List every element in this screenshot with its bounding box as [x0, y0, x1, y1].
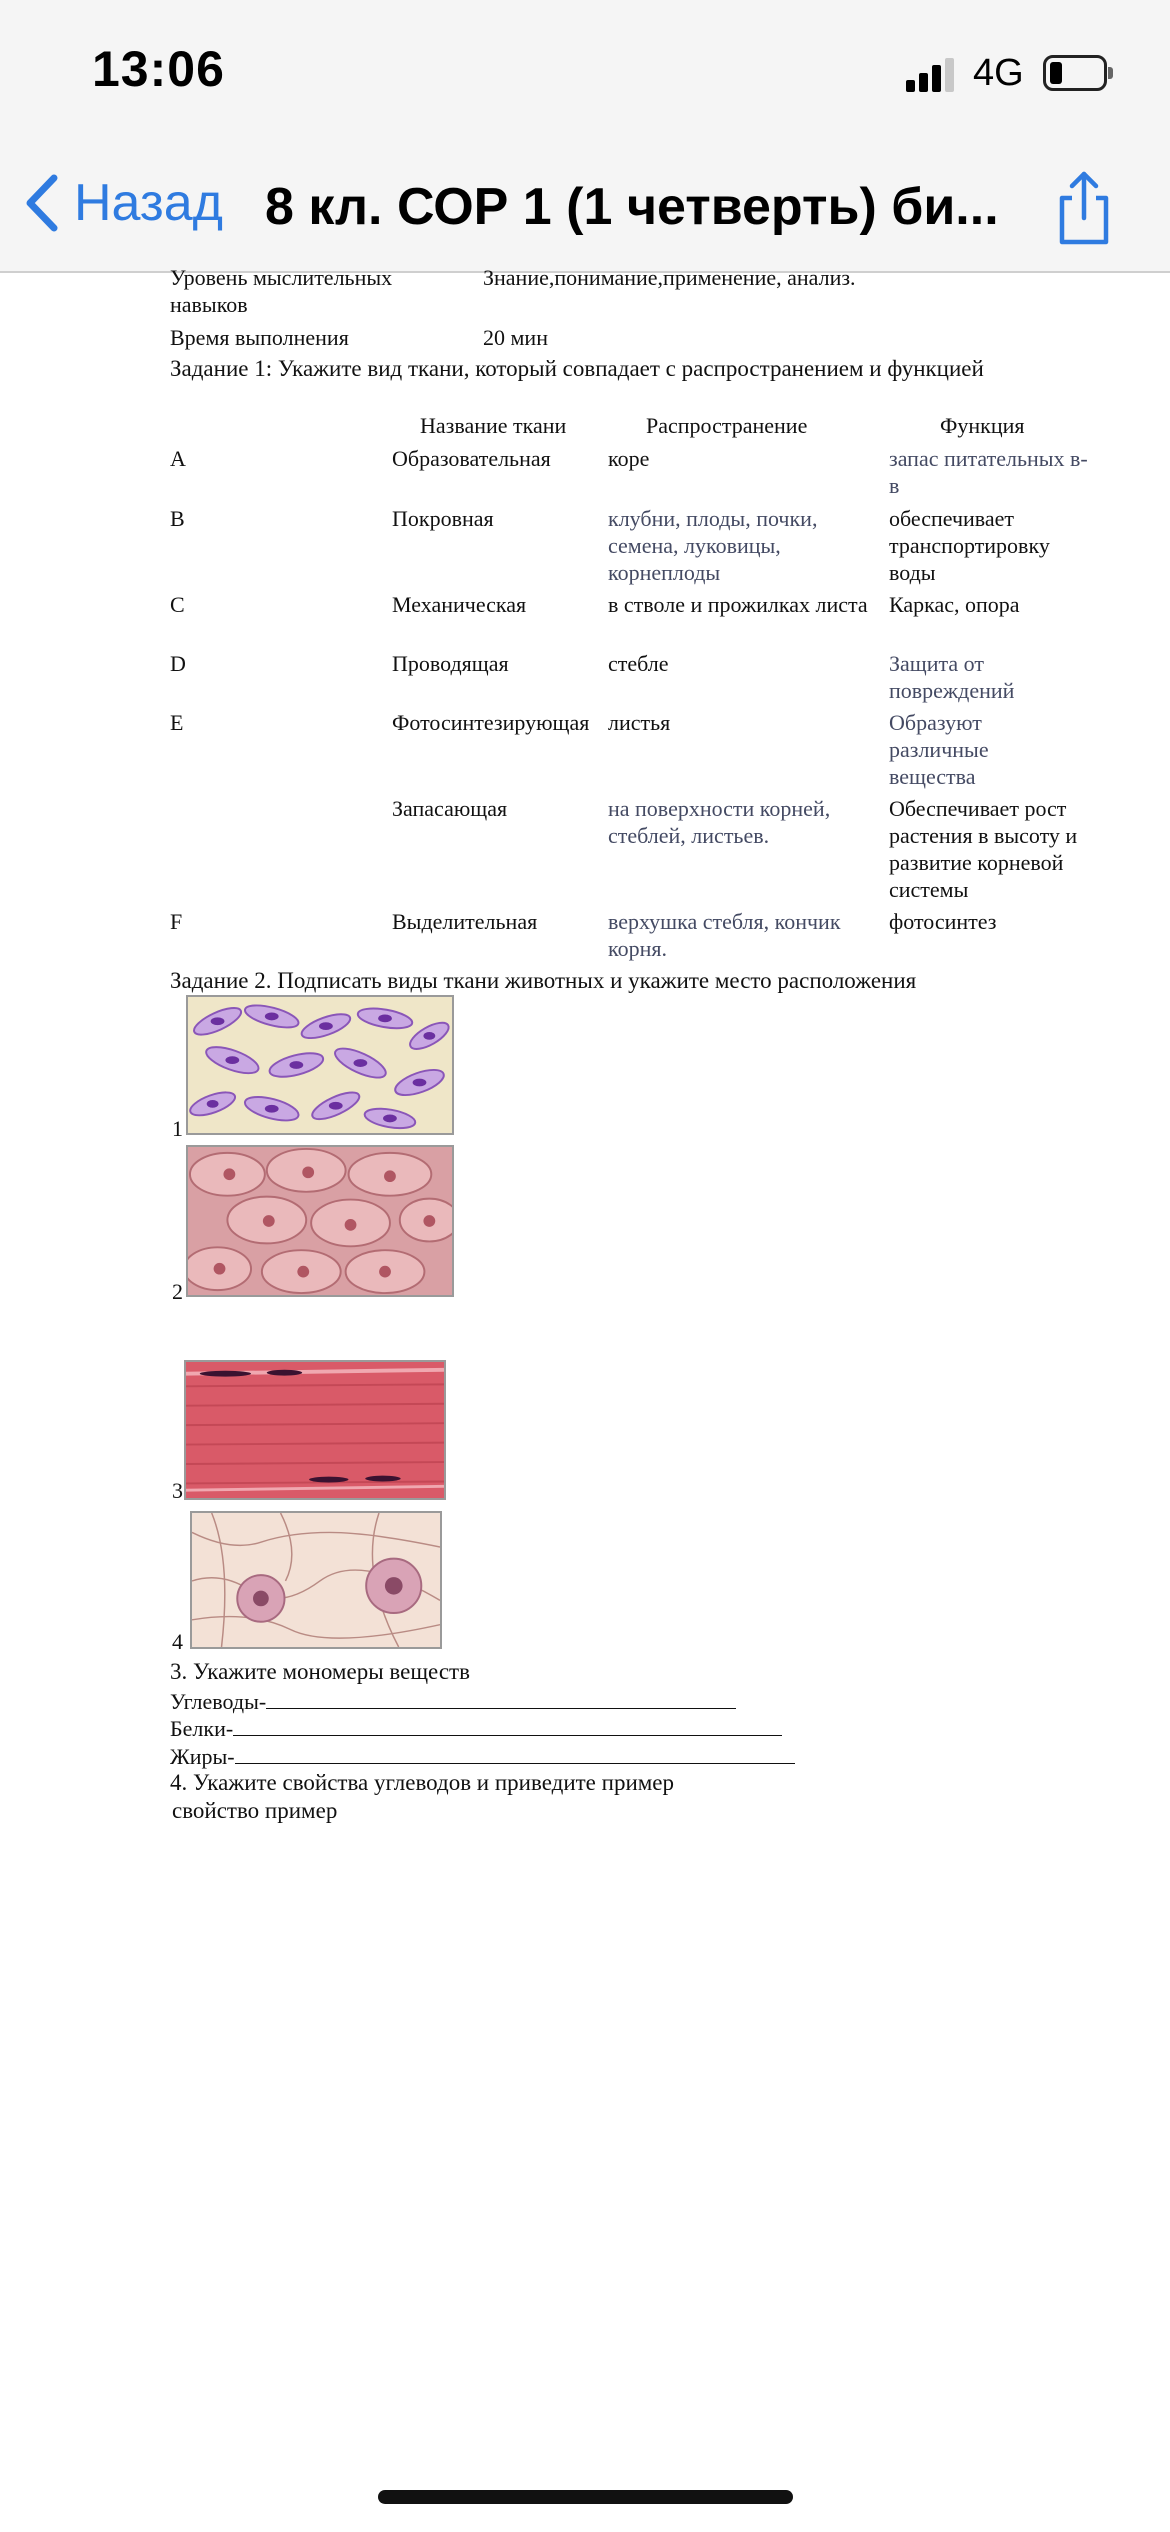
cellular-signal-icon	[906, 58, 956, 92]
row-location: в стволе и прожилках листа	[608, 592, 868, 617]
row-letter: B	[170, 506, 185, 531]
header-location: Распространение	[646, 413, 808, 438]
row-tissue-name: Фотосинтезирующая	[392, 710, 590, 735]
row-function: Образуют различные вещества	[889, 710, 989, 789]
row-function: запас питательных в-в	[889, 446, 1088, 498]
task1-heading: Задание 1: Укажите вид ткани, который совпадает с распространением и функцией	[170, 356, 984, 381]
monomer-carbs-line[interactable]	[170, 1686, 736, 1715]
header-function: Функция	[940, 413, 1025, 438]
row-tissue-name: Запасающая	[392, 796, 508, 821]
row-location: листья	[608, 710, 671, 735]
image-number: 1	[172, 1116, 183, 1141]
row-letter: C	[170, 592, 185, 617]
row-location: верхушка стебля, кончик корня.	[608, 909, 841, 961]
battery-cap	[1108, 67, 1113, 79]
image-number: 2	[172, 1279, 183, 1304]
task2-heading: Задание 2. Подписать виды ткани животных и укажите место расположения	[170, 968, 917, 993]
row-tissue-name: Выделительная	[392, 909, 538, 934]
image-number: 4	[172, 1629, 183, 1654]
monomer-proteins-line[interactable]	[170, 1713, 782, 1742]
image-number: 3	[172, 1478, 183, 1503]
back-button[interactable]	[20, 168, 223, 238]
answer-blank	[233, 1713, 782, 1736]
network-type: 4G	[973, 52, 1024, 94]
row-tissue-name: Образовательная	[392, 446, 551, 471]
row-tissue-name: Покровная	[392, 506, 494, 531]
navigation-bar	[0, 140, 1170, 273]
document-title: 8 кл. СОР 1 (1 четверть) би...	[265, 178, 999, 236]
row-letter: D	[170, 651, 186, 676]
task4-columns: свойство пример	[172, 1798, 338, 1823]
share-icon[interactable]	[1052, 168, 1116, 248]
row-function: Обеспечивает рост растения в высоту и развитие корневой системы	[889, 796, 1078, 902]
row-function: фотосинтез	[889, 909, 997, 934]
chevron-left-icon	[20, 168, 64, 238]
status-time: 13:06	[92, 41, 225, 97]
answer-blank	[266, 1686, 736, 1709]
status-bar	[0, 0, 1170, 140]
time-label: Время выполнения	[170, 325, 349, 350]
level-value: Знание,понимание,применение, анализ.	[483, 265, 856, 290]
monomer-proteins-label: Белки-	[170, 1716, 234, 1741]
row-tissue-name: Проводящая	[392, 651, 509, 676]
muscle-tissue-image	[184, 1360, 446, 1500]
row-location: коре	[608, 446, 650, 471]
level-label: Уровень мыслительных навыков	[170, 265, 393, 317]
monomer-carbs-label: Углеводы-	[170, 1689, 267, 1714]
task3-heading: 3. Укажите мономеры веществ	[170, 1659, 470, 1684]
battery-icon	[1043, 55, 1107, 91]
row-tissue-name: Механическая	[392, 592, 527, 617]
answer-blank	[235, 1741, 795, 1764]
row-letter: A	[170, 446, 186, 471]
monomer-fats-label: Жиры-	[170, 1744, 235, 1769]
home-indicator[interactable]	[378, 2490, 793, 2504]
row-location: стебле	[608, 651, 669, 676]
row-letter: F	[170, 909, 183, 934]
task4-heading: 4. Укажите свойства углеводов и приведите пример	[170, 1770, 675, 1795]
row-function: Защита от повреждений	[889, 651, 1015, 703]
monomer-fats-line[interactable]	[170, 1741, 795, 1770]
row-location: клубни, плоды, почки, семена, луковицы, корнеплоды	[608, 506, 818, 585]
row-function: Каркас, опора	[889, 592, 1020, 617]
row-function: обеспечивает транспортировку воды	[889, 506, 1050, 585]
header-tissue-name: Название ткани	[420, 413, 567, 438]
nervous-tissue-image	[190, 1511, 442, 1649]
connective-tissue-image	[186, 995, 454, 1135]
epithelial-tissue-image	[186, 1145, 454, 1297]
row-location: на поверхности корней, стеблей, листьев.	[608, 796, 831, 848]
time-value: 20 мин	[483, 325, 548, 350]
row-letter: E	[170, 710, 184, 735]
back-label: Назад	[74, 174, 223, 232]
